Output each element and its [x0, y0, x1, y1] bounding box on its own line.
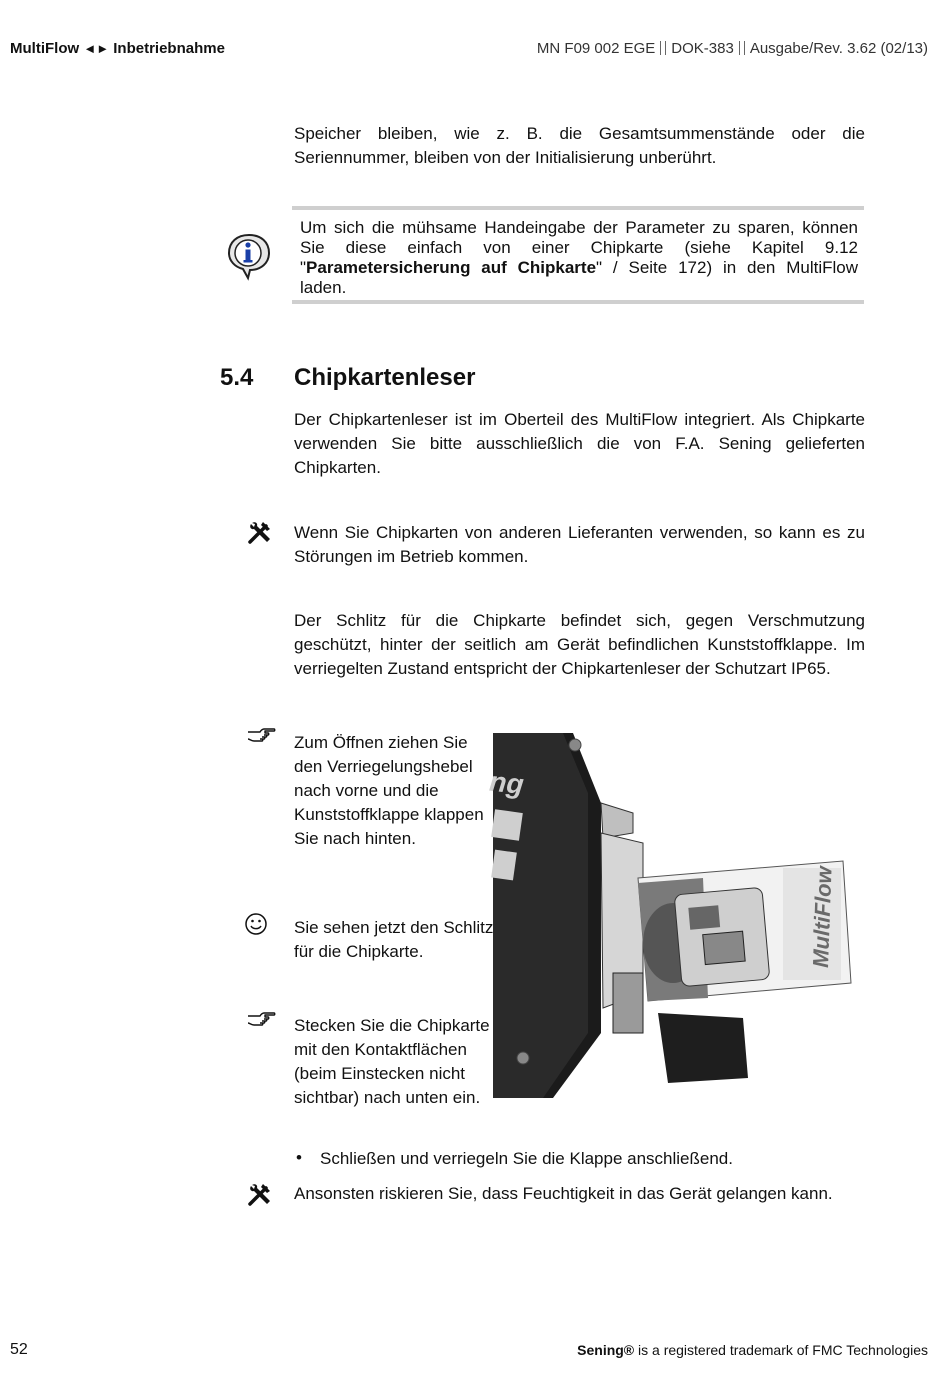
bullet-dot: • — [296, 1148, 302, 1167]
tools-icon — [246, 1180, 276, 1210]
header-doc-info — [537, 40, 928, 57]
warning-other-suppliers: Wenn Sie Chipkarten von anderen Lieferanten verwenden, so kann es zu Störungen im Betrieb kommen. — [294, 523, 865, 566]
header-doc-id: MN F09 002 EGE — [536, 40, 656, 57]
info-text-bold: Parametersicherung auf Chipkarte — [306, 258, 597, 277]
chipcard-reader-photo — [487, 733, 852, 1098]
warning-moisture: Ansonsten riskieren Sie, dass Feuchtigkeit in das Gerät gelangen kann. — [294, 1184, 833, 1203]
paragraph-slot-location: Der Schlitz für die Chipkarte befindet sich, gegen Verschmutzung geschützt, hinter der seitlich am Gerät befindlichen Kunststoffklappe. Im verriegelten Zustand entspricht der Chipkartenleser der Schutzart IP65. — [294, 611, 865, 678]
header-dok: DOK-383 — [671, 40, 734, 57]
tools-icon — [246, 518, 276, 548]
step-insert-card: Stecken Sie die Chipkarte mit den Kontaktflächen (beim Einstecken nicht sichtbar) nach unten ein. — [294, 1016, 490, 1107]
result-slot-visible: Sie sehen jetzt den Schlitz für die Chipkarte. — [294, 918, 494, 961]
smiley-icon — [244, 912, 274, 942]
header-title — [10, 40, 225, 57]
header-arrows: ◄► — [83, 41, 110, 56]
photo-brand-text: ng — [487, 765, 526, 801]
info-icon — [226, 232, 272, 280]
info-box — [292, 206, 864, 304]
footer-trademark-text: is a registered trademark of FMC Technologies — [634, 1342, 928, 1358]
step-open-flap: Zum Öffnen ziehen Sie den Verriegelungshebel nach vorne und die Kunststoffklappe klappen Sie nach hinten. — [294, 733, 484, 848]
pointing-hand-icon — [246, 1008, 276, 1038]
header-rev: Ausgabe/Rev. 3.62 (02/13) — [749, 40, 928, 57]
header-chapter: Inbetriebnahme — [113, 40, 225, 57]
photo-card-label: MultiFlow — [808, 865, 837, 969]
info-text-part1: Um sich die mühsame Handeingabe der Parameter zu sparen, können Sie diese einfach von einer Chipkarte (siehe Kapitel 9.12 " — [300, 218, 858, 277]
section-title: Chipkartenleser — [294, 364, 476, 391]
pointing-hand-icon — [246, 724, 276, 754]
info-text-part2: " / Seite 172) in den MultiFlow laden. — [300, 258, 858, 297]
paragraph-chipcard-reader: Der Chipkartenleser ist im Oberteil des MultiFlow integriert. Als Chipkarte verwenden Sie bitte ausschließlich die von F.A. Sening gelieferten Chipkarten. — [294, 410, 865, 477]
info-box-text — [300, 218, 858, 298]
footer-trademark — [577, 1342, 928, 1358]
section-number: 5.4 — [220, 364, 254, 391]
footer-brand: Sening® — [577, 1342, 635, 1358]
page-number: 52 — [10, 1341, 28, 1358]
header-product: MultiFlow — [10, 40, 80, 57]
bullet-close-flap: Schließen und verriegeln Sie die Klappe anschließend. — [320, 1149, 733, 1168]
intro-paragraph: Speicher bleiben, wie z. B. die Gesamtsummenstände oder die Seriennummer, bleiben von der Initialisierung unberührt. — [294, 124, 865, 167]
